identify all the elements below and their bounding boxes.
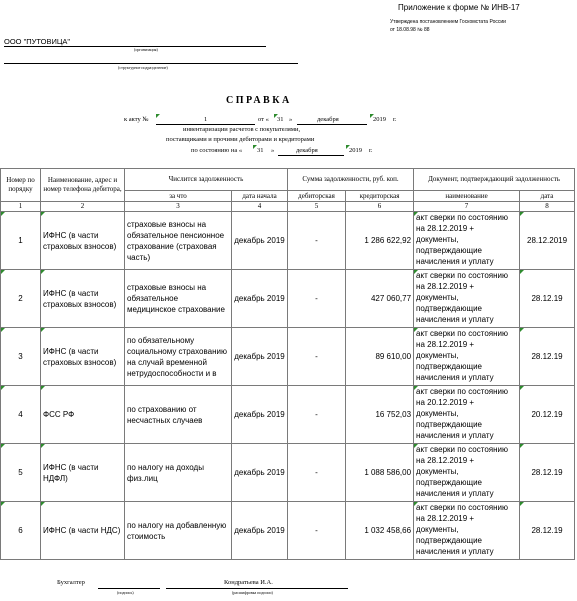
header-document: Документ, подтверждающий задолженность <box>414 169 575 191</box>
row-debtor <box>41 386 125 444</box>
organization-caption: (организация) <box>134 47 158 52</box>
signature-underline <box>98 588 160 589</box>
row-number <box>1 386 41 444</box>
row-number <box>1 212 41 270</box>
col-number: 4 <box>232 202 288 212</box>
row-date <box>520 502 575 560</box>
row-start-value: декабрь 2019 <box>234 352 285 361</box>
row-debit-value: - <box>315 410 318 419</box>
act-number-underline <box>156 124 255 125</box>
cell-marker-icon <box>414 212 418 216</box>
cell-marker-icon <box>156 114 160 118</box>
cell-marker-icon <box>520 444 524 448</box>
state-month: декабря <box>296 147 318 154</box>
row-date-value: 20.12.19 <box>531 410 563 419</box>
row-number <box>1 444 41 502</box>
row-debit <box>288 444 346 502</box>
act-year-suffix: г. <box>393 116 397 123</box>
row-debtor <box>41 212 125 270</box>
row-number <box>1 270 41 328</box>
row-start <box>232 386 288 444</box>
row-debtor <box>41 502 125 560</box>
row-date-value: 28.12.19 <box>531 526 563 535</box>
cell-marker-icon <box>1 444 5 448</box>
state-close-quote: » <box>271 147 275 154</box>
settlements-table <box>0 168 575 560</box>
row-debtor-value: ИФНС (в части НДС) <box>43 526 121 535</box>
row-what <box>125 328 232 386</box>
header-start-date: дата начала <box>232 191 288 202</box>
col-number: 6 <box>346 202 414 212</box>
row-number-value: 5 <box>18 468 23 477</box>
cell-marker-icon <box>520 386 524 390</box>
cell-marker-icon <box>41 444 45 448</box>
row-debit <box>288 212 346 270</box>
row-credit <box>346 212 414 270</box>
row-date-value: 28.12.19 <box>531 352 563 361</box>
row-doc-value: акт сверки по состоянию на 28.12.2019 + документы, подтверждающие начисления и уплату <box>416 329 508 382</box>
row-debit-value: - <box>315 236 318 245</box>
row-credit-value: 1 286 622,92 <box>364 236 412 245</box>
row-number-value: 6 <box>18 526 23 535</box>
footer-signer: Кондратьева И.А. <box>224 579 273 586</box>
row-credit <box>346 270 414 328</box>
cell-marker-icon <box>1 212 5 216</box>
row-number-value: 3 <box>18 352 23 361</box>
row-debtor-value: ИФНС (в части НДФЛ) <box>43 462 99 483</box>
row-what <box>125 444 232 502</box>
row-what-value: по налогу на доходы физ.лиц <box>127 462 204 483</box>
cell-marker-icon <box>520 270 524 274</box>
act-day: 31 <box>277 116 284 123</box>
row-debit <box>288 502 346 560</box>
cell-marker-icon <box>414 386 418 390</box>
row-credit <box>346 386 414 444</box>
footer-role: Бухгалтер <box>57 579 85 586</box>
row-what-value: страховые взносы на обязательное медицинское страхование <box>127 283 225 314</box>
row-doc-value: акт сверки по состоянию на 28.12.2019 + документы, подтверждающие начисления и уплату <box>416 271 508 324</box>
act-from: от « <box>258 116 269 123</box>
header-doc-name: наименование <box>414 191 520 202</box>
act-month: декабря <box>317 116 339 123</box>
col-number: 1 <box>1 202 41 212</box>
row-debit-value: - <box>315 526 318 535</box>
row-start <box>232 212 288 270</box>
cell-marker-icon <box>520 212 524 216</box>
act-prefix: к акту № <box>124 116 149 123</box>
cell-marker-icon <box>414 444 418 448</box>
cell-marker-icon <box>520 328 524 332</box>
table-row <box>1 270 575 328</box>
row-debtor-value: ФСС РФ <box>43 410 75 419</box>
row-debit <box>288 328 346 386</box>
row-date-value: 28.12.19 <box>531 468 563 477</box>
row-what <box>125 212 232 270</box>
header-listed: Числится задолженность <box>125 169 288 191</box>
row-date-value: 28.12.19 <box>531 294 563 303</box>
header-for-what: за что <box>125 191 232 202</box>
cell-marker-icon <box>1 270 5 274</box>
row-start <box>232 270 288 328</box>
row-date <box>520 212 575 270</box>
cell-marker-icon <box>520 502 524 506</box>
row-doc-value: акт сверки по состоянию на 28.12.2019 + документы, подтверждающие начисления и уплату <box>416 503 508 556</box>
signer-caption: (расшифровка подписи) <box>232 590 273 595</box>
act-number: 1 <box>204 116 208 123</box>
header-credit: кредиторская <box>346 191 414 202</box>
row-debtor <box>41 270 125 328</box>
unit-underline <box>4 63 298 64</box>
table-row <box>1 386 575 444</box>
row-date <box>520 444 575 502</box>
act-line-2: поставщиками и прочими дебиторами и кредиторами <box>166 136 315 143</box>
table-row <box>1 212 575 270</box>
row-credit-value: 16 752,03 <box>375 410 412 419</box>
row-start <box>232 502 288 560</box>
approved-line-1: Утверждена постановлением Госкомстата России <box>390 19 506 25</box>
row-debit <box>288 270 346 328</box>
cell-marker-icon <box>41 386 45 390</box>
col-number: 8 <box>520 202 575 212</box>
act-close-quote: » <box>289 116 293 123</box>
row-number-value: 2 <box>18 294 23 303</box>
row-credit <box>346 444 414 502</box>
state-prefix: по состоянию на « <box>191 147 243 154</box>
approved-line-2: от 18.08.98 № 88 <box>390 27 430 33</box>
header-debtor: Наименование, адрес и номер телефона дебитора, <box>41 169 125 202</box>
cell-marker-icon <box>1 386 5 390</box>
row-start-value: декабрь 2019 <box>234 410 285 419</box>
cell-marker-icon <box>1 328 5 332</box>
row-what-value: страховые взносы на обязательное пенсионное страхование (страховая часть) <box>127 219 225 262</box>
row-credit-value: 427 060,77 <box>370 294 412 303</box>
row-start-value: декабрь 2019 <box>234 236 285 245</box>
state-year: 2019 <box>349 147 362 154</box>
row-credit-value: 1 088 586,00 <box>364 468 412 477</box>
document-title: СПРАВКА <box>226 95 292 106</box>
cell-marker-icon <box>414 270 418 274</box>
row-doc <box>414 328 520 386</box>
row-doc <box>414 270 520 328</box>
state-day: 31 <box>257 147 264 154</box>
row-credit-value: 1 032 458,66 <box>364 526 412 535</box>
header-num: Номер по порядку <box>1 169 41 202</box>
header-doc-date: дата <box>520 191 575 202</box>
row-debtor <box>41 444 125 502</box>
cell-marker-icon <box>1 502 5 506</box>
row-doc-value: акт сверки по состоянию на 28.12.2019 + документы, подтверждающие начисления и уплату <box>416 213 508 266</box>
row-number <box>1 328 41 386</box>
organization-name: ООО "ПУТОВИЦА" <box>4 37 71 46</box>
row-doc <box>414 444 520 502</box>
cell-marker-icon <box>41 328 45 332</box>
row-doc <box>414 212 520 270</box>
cell-marker-icon <box>414 502 418 506</box>
row-date <box>520 270 575 328</box>
row-doc-value: акт сверки по состоянию на 20.12.2019 + документы, подтверждающие начисления и уплату <box>416 387 508 440</box>
state-month-underline <box>278 155 344 156</box>
table-row <box>1 328 575 386</box>
row-what-value: по обязательному социальному страхованию на случай временной нетрудоспособности и в <box>127 335 227 378</box>
row-what <box>125 502 232 560</box>
col-number: 2 <box>41 202 125 212</box>
row-start-value: декабрь 2019 <box>234 526 285 535</box>
act-month-underline <box>297 124 367 125</box>
unit-caption: (структурное подразделение) <box>118 65 168 70</box>
row-number-value: 4 <box>18 410 23 419</box>
row-debtor-value: ИФНС (в части страховых взносов) <box>43 288 117 309</box>
appendix-label: Приложение к форме № ИНВ-17 <box>398 3 520 12</box>
row-number-value: 1 <box>18 236 23 245</box>
row-number <box>1 502 41 560</box>
row-debtor-value: ИФНС (в части страховых взносов) <box>43 230 117 251</box>
row-start <box>232 328 288 386</box>
row-credit-value: 89 610,00 <box>375 352 412 361</box>
row-what-value: по налогу на добавленную стоимость <box>127 520 227 541</box>
row-what <box>125 270 232 328</box>
row-what-value: по страхованию от несчастных случаев <box>127 404 203 425</box>
col-number: 7 <box>414 202 520 212</box>
state-suffix: г. <box>369 147 373 154</box>
row-credit <box>346 502 414 560</box>
table-row <box>1 444 575 502</box>
row-debit <box>288 386 346 444</box>
cell-marker-icon <box>41 270 45 274</box>
row-start-value: декабрь 2019 <box>234 468 285 477</box>
row-debtor <box>41 328 125 386</box>
table-row <box>1 502 575 560</box>
row-debit-value: - <box>315 294 318 303</box>
row-doc-value: акт сверки по состоянию на 28.12.2019 + документы, подтверждающие начисления и уплату <box>416 445 508 498</box>
row-date-value: 28.12.2019 <box>527 236 568 245</box>
signer-underline <box>166 588 348 589</box>
row-doc <box>414 386 520 444</box>
col-number: 3 <box>125 202 232 212</box>
act-line-1: инвентаризации расчетов с покупателями, <box>183 126 301 133</box>
row-credit <box>346 328 414 386</box>
row-date <box>520 328 575 386</box>
row-debit-value: - <box>315 352 318 361</box>
cell-marker-icon <box>414 328 418 332</box>
row-doc <box>414 502 520 560</box>
row-debit-value: - <box>315 468 318 477</box>
row-start <box>232 444 288 502</box>
act-year: 2019 <box>373 116 386 123</box>
row-start-value: декабрь 2019 <box>234 294 285 303</box>
header-sum: Сумма задолженности, руб. коп. <box>288 169 414 191</box>
col-number: 5 <box>288 202 346 212</box>
row-date <box>520 386 575 444</box>
signature-caption: (подпись) <box>117 590 134 595</box>
row-debtor-value: ИФНС (в части страховых взносов) <box>43 346 117 367</box>
row-what <box>125 386 232 444</box>
cell-marker-icon <box>41 212 45 216</box>
cell-marker-icon <box>41 502 45 506</box>
header-debit: дебиторская <box>288 191 346 202</box>
